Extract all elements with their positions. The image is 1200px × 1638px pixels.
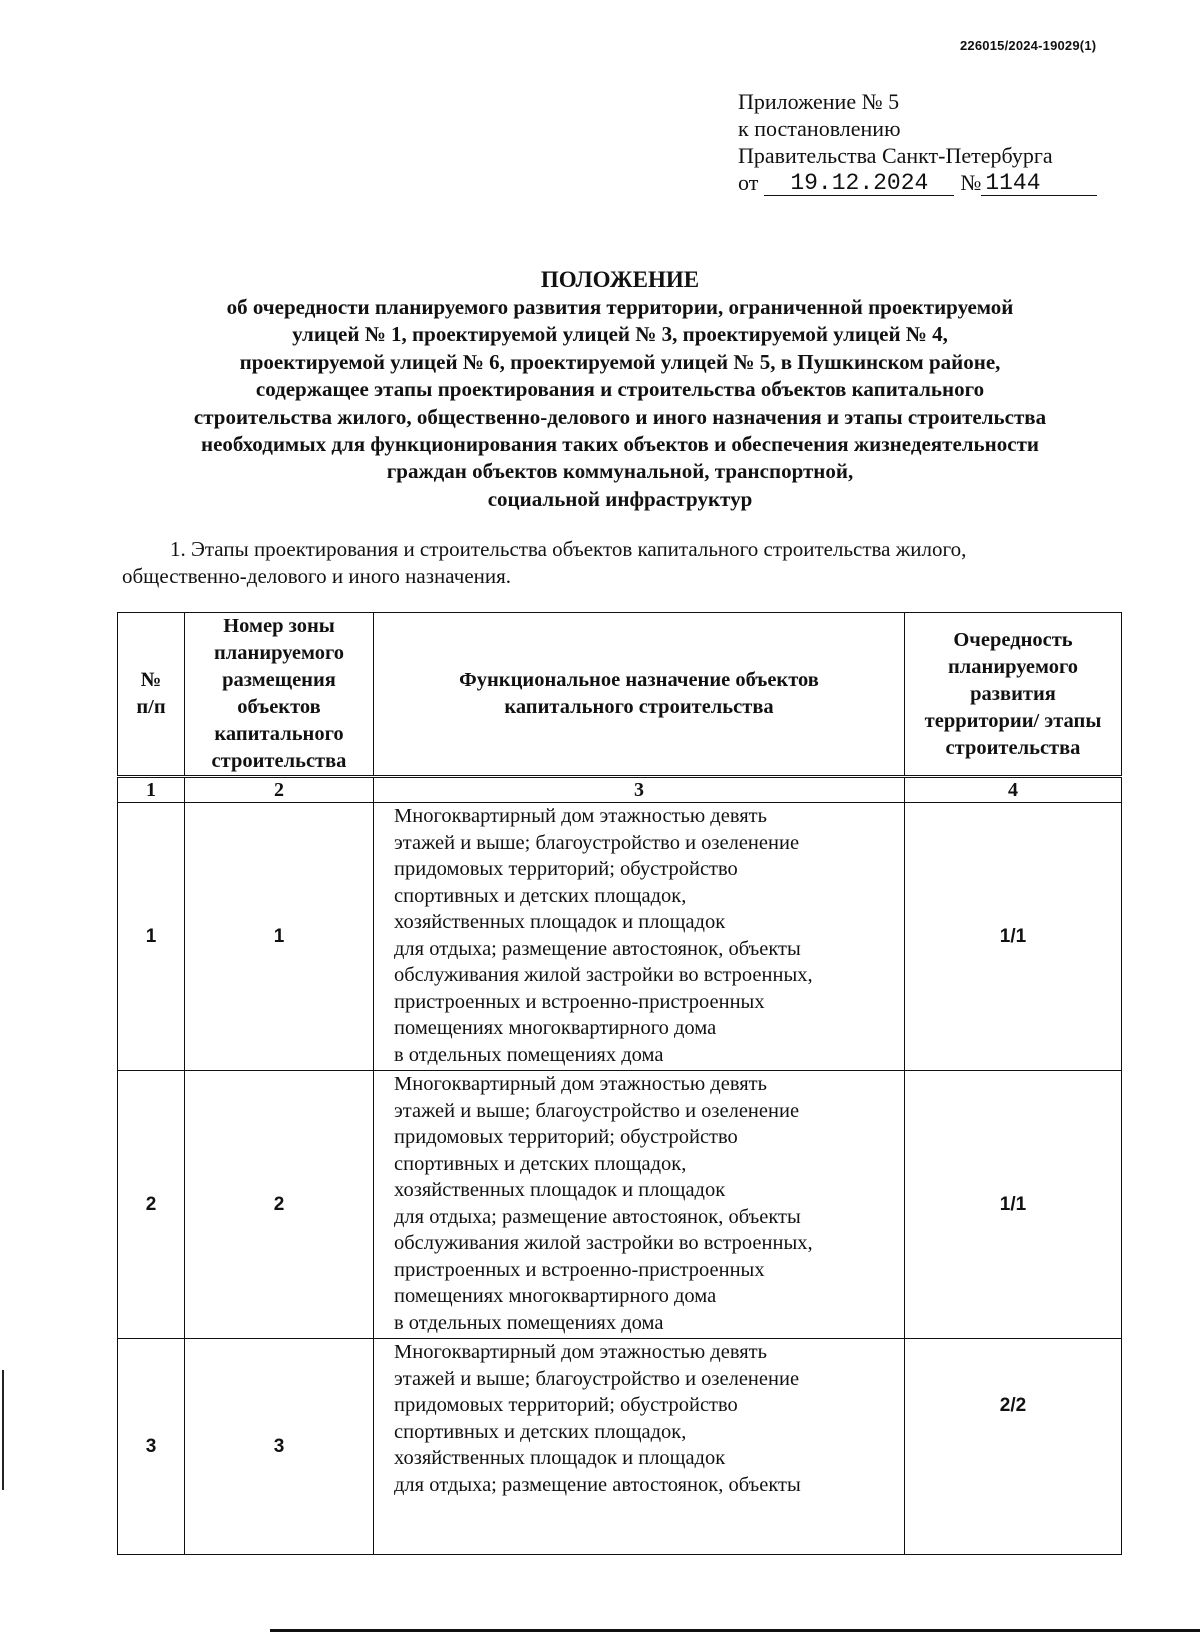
document-title — [90, 266, 1150, 513]
title-line: социальной инфраструктур — [487, 486, 753, 511]
appendix-subtitle: к постановлению — [738, 116, 901, 141]
section-intro — [122, 536, 1122, 590]
function-description: Многоквартирный дом этажностью девять этажей и выше; благоустройство и озеленение придомовых территорий; обустройство спортивных и детских площадок, хозяйственных площадок и площадок для отдыха; размещение автостоянок, объекты — [374, 1339, 905, 1555]
zone-number: 1 — [185, 803, 374, 1071]
title-line: об очередности планируемого развития территории, ограниченной проектируемой — [226, 295, 1014, 319]
number-prefix: № — [960, 170, 982, 195]
table-row — [118, 1339, 1122, 1555]
title-line: содержащее этапы проектирования и строительства объектов капитального — [255, 377, 985, 402]
column-number: 3 — [374, 777, 905, 803]
header-cell-number: № п/п — [118, 613, 185, 777]
scan-edge-mark — [2, 1370, 4, 1490]
date-prefix: от — [738, 170, 759, 195]
row-number: 2 — [118, 1071, 185, 1339]
header-cell-function: Функциональное назначение объектов капитального строительства — [374, 613, 905, 777]
function-description: Многоквартирный дом этажностью девять этажей и выше; благоустройство и озеленение придомовых территорий; обустройство спортивных и детских площадок, хозяйственных площадок и площадок для отдыха; размещение автостоянок, объекты обслуживания жилой застройки во встроенных, пристроенных и встроенно-пристроенных помещениях многоквартирного дома в отдельных помещениях дома — [374, 1071, 905, 1339]
column-numbers-row — [118, 777, 1122, 803]
title-line: необходимых для функционирования таких объектов и обеспечения жизнедеятельности — [200, 432, 1039, 457]
stage-value: 2/2 — [905, 1339, 1122, 1555]
header-cell-zone: Номер зоны планируемого размещения объектов капитального строительства — [185, 613, 374, 777]
intro-line: общественно-делового и иного назначения. — [122, 564, 512, 588]
function-description: Многоквартирный дом этажностью девять этажей и выше; благоустройство и озеленение придомовых территорий; обустройство спортивных и детских площадок, хозяйственных площадок и площадок для отдыха; размещение автостоянок, объекты обслуживания жилой застройки во встроенных, пристроенных и встроенно-пристроенных помещениях многоквартирного дома в отдельных помещениях дома — [374, 803, 905, 1071]
appendix-issuer: Правительства Санкт-Петербурга — [738, 143, 1053, 168]
row-number: 1 — [118, 803, 185, 1071]
decree-number: 1144 — [981, 171, 1097, 196]
title-main: ПОЛОЖЕНИЕ — [540, 267, 700, 292]
title-line: строительства жилого, общественно-делового и иного назначения и этапы строительства — [193, 404, 1047, 429]
stages-table — [117, 612, 1122, 1555]
table-row — [118, 803, 1122, 1071]
document-id: 226015/2024-19029(1) — [960, 38, 1097, 53]
appendix-title: Приложение № 5 — [738, 89, 900, 114]
title-line: граждан объектов коммунальной, транспортной, — [386, 459, 854, 484]
title-line: улицей № 1, проектируемой улицей № 3, проектируемой улицей № 4, — [292, 322, 948, 347]
table-row — [118, 1071, 1122, 1339]
stage-value: 1/1 — [905, 1071, 1122, 1339]
appendix-block — [738, 88, 1098, 196]
zone-number: 3 — [185, 1339, 374, 1555]
table-header-row — [118, 613, 1122, 777]
page-bottom-rule — [270, 1629, 1200, 1632]
column-number: 1 — [118, 777, 185, 803]
column-number: 2 — [185, 777, 374, 803]
intro-line: 1. Этапы проектирования и строительства объектов капитального строительства жилого, — [170, 537, 967, 561]
stage-value: 1/1 — [905, 803, 1122, 1071]
zone-number: 2 — [185, 1071, 374, 1339]
decree-date: 19.12.2024 — [764, 171, 954, 196]
appendix-date-line — [738, 169, 1098, 196]
column-number: 4 — [905, 777, 1122, 803]
title-line: проектируемой улицей № 6, проектируемой улицей № 5, в Пушкинском районе, — [239, 349, 1001, 374]
row-number: 3 — [118, 1339, 185, 1555]
header-cell-stage: Очередность планируемого развития территории/ этапы строительства — [905, 613, 1122, 777]
